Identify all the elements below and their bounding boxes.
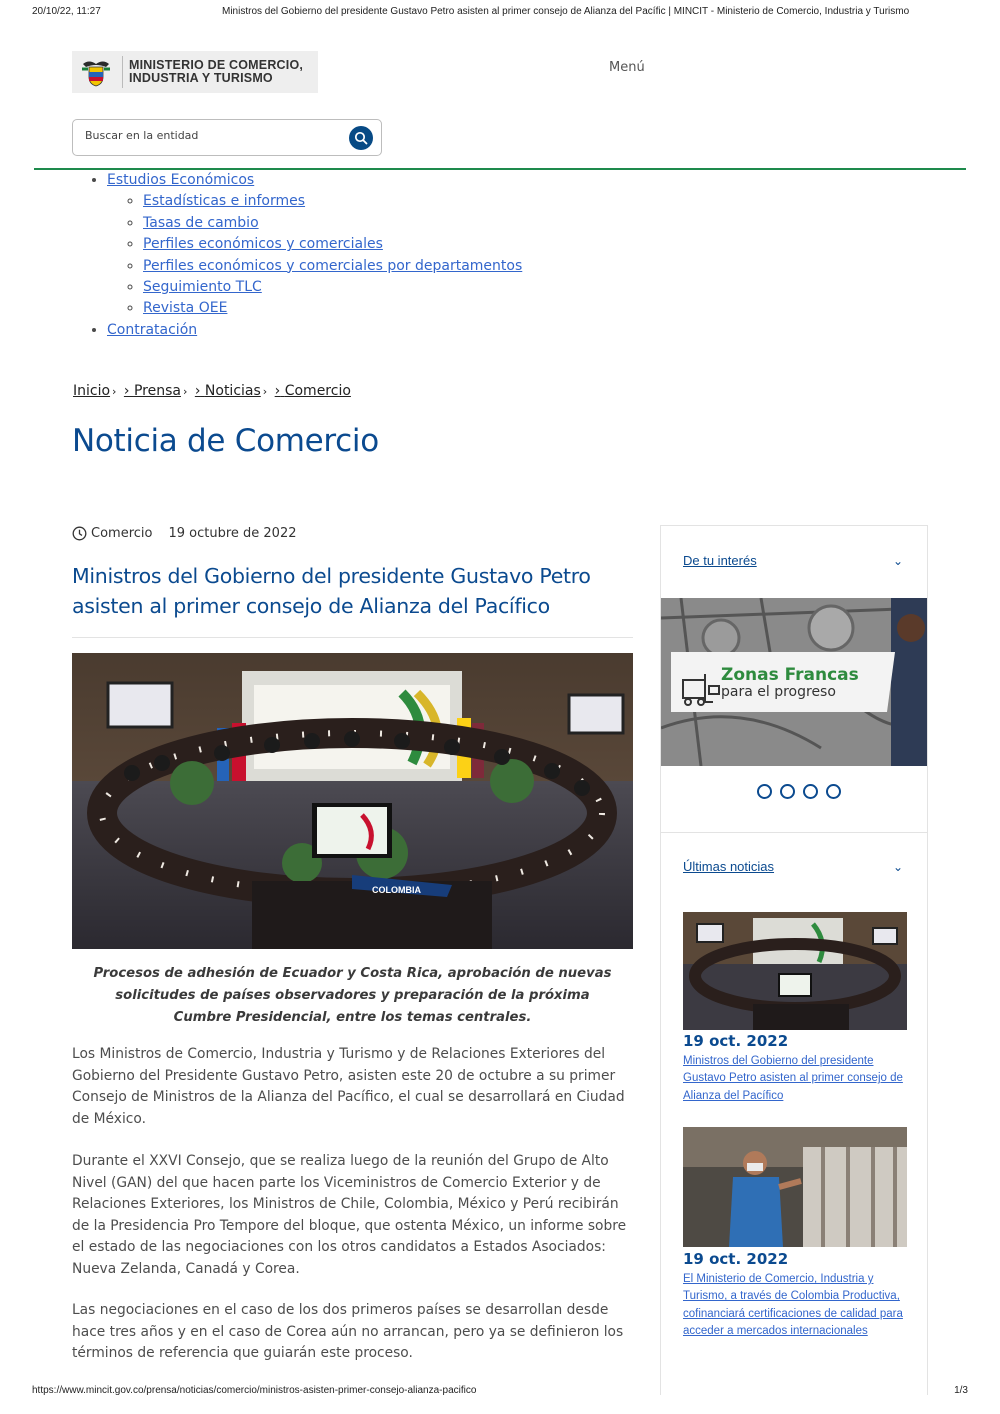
latest-news-toggle[interactable]: Últimas noticias (683, 859, 775, 874)
banner-title: Zonas Francas (721, 665, 859, 685)
breadcrumb-noticias[interactable] (195, 383, 261, 399)
search-button[interactable] (349, 126, 373, 150)
logo-separator (122, 56, 123, 88)
sidebar-divider (661, 832, 927, 833)
print-datetime: 20/10/22, 11:27 (32, 6, 101, 17)
nav-submenu (107, 191, 522, 319)
sidebar (660, 525, 928, 1395)
chevron-down-icon[interactable]: ⌄ (892, 860, 903, 874)
carousel-dot[interactable] (757, 784, 772, 799)
article-paragraph: Las negociaciones en el caso de los dos primeros países se desarrollan desde hace tres años y en el caso de Corea aún no arrancan, pero ya se definieron los términos de referencia que guiarán este proceso. (72, 1302, 624, 1361)
nav-link-estudios[interactable]: Estudios Económicos (107, 172, 255, 188)
carousel-dot[interactable] (826, 784, 841, 799)
news-link[interactable]: El Ministerio de Comercio, Industria y Turismo, a través de Colombia Productiva, cofinanciará certificaciones de calidad para acceder a mercados internacionales (683, 1273, 903, 1337)
news-date: 19 oct. 2022 (683, 1250, 789, 1268)
nav-link-contratacion[interactable]: Contratación (107, 321, 198, 338)
nav-subitem (143, 191, 522, 212)
nav-menu (72, 170, 522, 341)
zonas-francas-banner[interactable] (661, 598, 927, 766)
news-link[interactable]: Ministros del Gobierno del presidente Gustavo Petro asisten al primer consejo de Alianza del Pacífico (683, 1055, 903, 1102)
nameplate-label: COLOMBIA (372, 885, 421, 895)
article-photo (72, 653, 633, 949)
chevron-right-icon: › (194, 383, 201, 399)
article-paragraph: Los Ministros de Comercio, Industria y Turismo y de Relaciones Exteriores del Gobierno del Presidente Gustavo Petro, asisten este 20 de octubre a su primer Consejo de Ministros de la Alianza del Pacífico, el cual se desarrollará en Ciudad de México. (72, 1046, 625, 1127)
breadcrumb-inicio[interactable]: Inicio (73, 383, 111, 399)
nav-item-estudios (107, 170, 522, 320)
print-doc-title: Ministros del Gobierno del presidente Gustavo Petro asisten al primer consejo de Alianza del Pacífic | MINCIT - Ministerio de Comercio, Industria y Turismo (222, 6, 910, 17)
clock-icon (72, 526, 87, 541)
article-category[interactable]: Comercio (91, 526, 153, 541)
print-page-number: 1/3 (954, 1385, 968, 1396)
breadcrumb-label: Comercio (284, 383, 351, 399)
interest-toggle[interactable]: De tu interés (683, 553, 757, 568)
article-lead: Procesos de adhesión de Ecuador y Costa Rica, aprobación de nuevas solicitudes de países observadores y preparación de la próxima Cumbre Presidencial, entre los temas centrales. (93, 966, 612, 1025)
coat-of-arms-icon (76, 52, 116, 92)
breadcrumb-comercio[interactable] (275, 383, 351, 399)
nav-subitem (143, 298, 522, 319)
article-date: 19 octubre de 2022 (168, 526, 297, 541)
ministry-name-line2: INDUSTRIA Y TURISMO (129, 71, 273, 85)
title-divider (72, 637, 633, 638)
nav-link-revista-oee[interactable]: Revista OEE (143, 300, 228, 317)
breadcrumb-label: Noticias (204, 383, 261, 399)
search-box (72, 119, 382, 156)
chevron-down-icon[interactable]: ⌄ (892, 554, 903, 568)
search-icon (354, 131, 368, 145)
nav-subitem (143, 234, 522, 255)
carousel-dot[interactable] (803, 784, 818, 799)
nav-link-seguimiento-tlc[interactable]: Seguimiento TLC (143, 279, 262, 296)
chevron-right-icon: › (274, 383, 281, 399)
news-date: 19 oct. 2022 (683, 1032, 789, 1050)
breadcrumb-prensa[interactable] (124, 383, 181, 399)
nav-link-perfiles[interactable]: Perfiles económicos y comerciales (143, 236, 383, 253)
news-thumbnail[interactable] (683, 1127, 907, 1247)
breadcrumb (73, 383, 351, 399)
chevron-right-icon: › (112, 385, 117, 398)
nav-link-tasas[interactable]: Tasas de cambio (143, 214, 259, 231)
article-title: Ministros del Gobierno del presidente Gustavo Petro asisten al primer consejo de Alianza del Pacífico (72, 564, 591, 618)
article-meta (72, 526, 297, 541)
banner-subtitle: para el progreso (721, 684, 836, 700)
nav-link-perfiles-departamentos[interactable]: Perfiles económicos y comerciales por departamentos (143, 257, 523, 274)
ministry-logo[interactable] (72, 51, 318, 93)
ministry-name-line1: MINISTERIO DE COMERCIO, (129, 58, 304, 72)
carousel-dot[interactable] (780, 784, 795, 799)
breadcrumb-label: Prensa (133, 383, 181, 399)
carousel-dots (757, 784, 841, 799)
nav-subitem (143, 213, 522, 234)
menu-button[interactable]: Menú (609, 60, 645, 75)
chevron-right-icon: › (123, 383, 130, 399)
nav-item-contratacion (107, 320, 522, 341)
search-input[interactable] (83, 128, 347, 143)
chevron-right-icon: › (182, 385, 188, 398)
nav-link-estadisticas[interactable]: Estadísticas e informes (143, 193, 306, 210)
print-url: https://www.mincit.gov.co/prensa/noticias/comercio/ministros-asisten-primer-consejo-alianza-pacifico (32, 1385, 477, 1396)
news-thumbnail[interactable] (683, 912, 907, 1030)
nav-subitem (143, 277, 522, 298)
ministry-name (129, 59, 303, 85)
nav-subitem (143, 256, 522, 277)
chevron-right-icon: › (262, 385, 268, 398)
page-title: Noticia de Comercio (72, 423, 379, 459)
article-paragraph: Durante el XXVI Consejo, que se realiza luego de la reunión del Grupo de Alto Nivel (GAN) del que hacen parte los Viceministros de Comercio Exterior y de Relaciones Exteriores, los Ministros de Chile, Colombia, México y Perú recibirán de la Presidencia Pro Tempore del bloque, que ostenta México, un informe sobre el estado de las negociaciones con los otros candidatos a Estados Asociados: Nueva Zelanda, Canadá y Corea. (72, 1153, 627, 1277)
